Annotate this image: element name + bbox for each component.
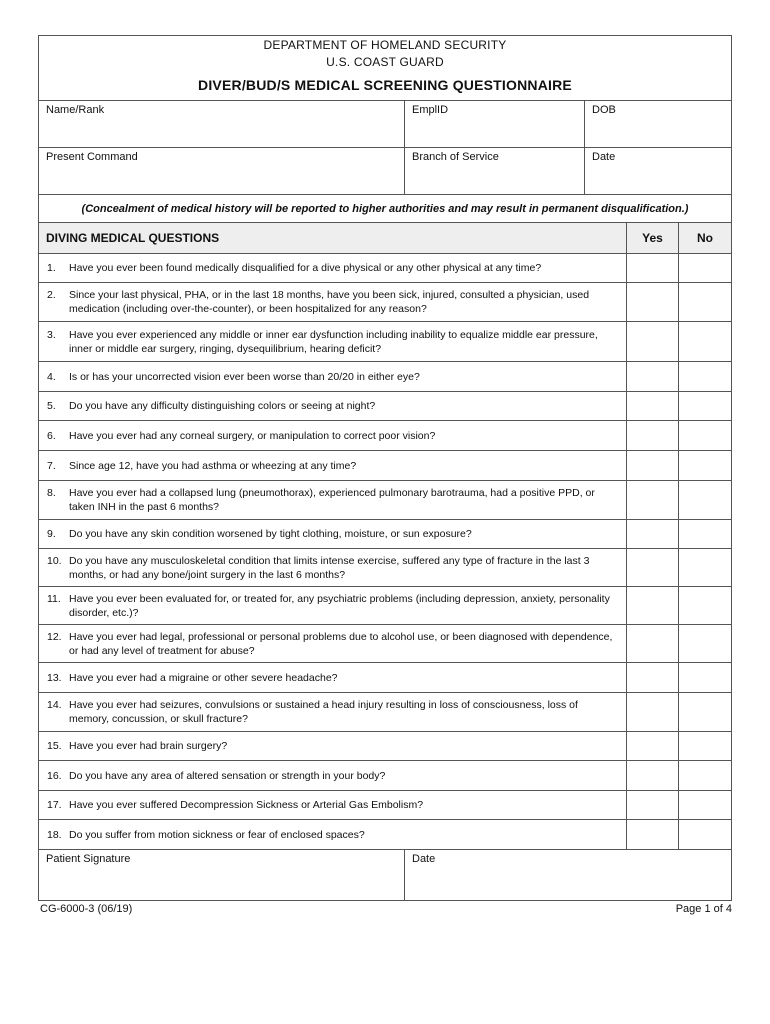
question-content — [39, 671, 626, 685]
question-row — [39, 549, 732, 587]
question-content — [39, 527, 626, 541]
no-answer-box[interactable] — [679, 587, 732, 625]
question-text-cell — [39, 549, 627, 587]
yes-answer-box[interactable] — [627, 481, 679, 520]
present-command-field[interactable] — [39, 148, 405, 195]
question-text-cell — [39, 791, 627, 820]
patient-signature-field[interactable] — [39, 850, 405, 901]
question-content — [39, 459, 626, 473]
question-row — [39, 392, 732, 421]
yes-answer-box[interactable] — [627, 421, 679, 451]
question-content — [39, 698, 626, 726]
emplid-label: EmplID — [412, 104, 449, 116]
yes-answer-box[interactable] — [627, 362, 679, 392]
question-text-cell — [39, 761, 627, 791]
question-content — [39, 798, 626, 812]
no-answer-box[interactable] — [679, 820, 732, 850]
date-label: Date — [592, 151, 616, 163]
question-text: Have you ever had a migraine or other severe headache? — [69, 671, 338, 684]
agency-name: DEPARTMENT OF HOMELAND SECURITY — [263, 38, 507, 52]
present-command-label: Present Command — [46, 151, 138, 163]
question-text: Have you ever had any corneal surgery, or manipulation to correct poor vision? — [69, 429, 436, 442]
question-text-cell — [39, 663, 627, 693]
emplid-field[interactable] — [405, 101, 585, 148]
question-text: Have you ever suffered Decompression Sickness or Arterial Gas Embolism? — [69, 799, 424, 811]
question-text: Have you ever had a collapsed lung (pneumothorax), experienced pulmonary barotrauma, had a positive PPD, or taken INH in the past 6 months? — [69, 487, 595, 513]
no-answer-box[interactable] — [679, 362, 732, 392]
name-rank-label: Name/Rank — [46, 104, 105, 116]
signature-date-label: Date — [412, 853, 436, 865]
screening-form — [38, 35, 731, 901]
yes-answer-box[interactable] — [627, 392, 679, 421]
question-content — [39, 630, 626, 658]
yes-answer-box[interactable] — [627, 254, 679, 283]
branch-of-service-field[interactable] — [405, 148, 585, 195]
no-answer-box[interactable] — [679, 481, 732, 520]
question-row — [39, 791, 732, 820]
question-row — [39, 362, 732, 392]
question-row — [39, 283, 732, 322]
question-number: 10. — [47, 554, 62, 567]
question-number: 3. — [47, 328, 56, 341]
branch-of-service-label: Branch of Service — [412, 151, 499, 163]
question-number: 18. — [47, 828, 62, 841]
question-row — [39, 451, 732, 481]
question-text-cell — [39, 362, 627, 392]
question-number: 7. — [47, 459, 56, 472]
question-row — [39, 663, 732, 693]
yes-answer-box[interactable] — [627, 820, 679, 850]
question-text: Do you suffer from motion sickness or fear of enclosed spaces? — [69, 828, 365, 841]
yes-answer-box[interactable] — [627, 761, 679, 791]
question-row — [39, 481, 732, 520]
no-answer-box[interactable] — [679, 693, 732, 732]
yes-answer-box[interactable] — [627, 732, 679, 761]
question-content — [39, 288, 626, 316]
question-number: 1. — [47, 262, 56, 274]
question-row — [39, 820, 732, 850]
yes-answer-box[interactable] — [627, 587, 679, 625]
question-text-cell — [39, 693, 627, 732]
question-text-cell — [39, 732, 627, 761]
patient-signature-label: Patient Signature — [46, 853, 131, 865]
yes-answer-box[interactable] — [627, 791, 679, 820]
question-text-cell — [39, 421, 627, 451]
question-row — [39, 322, 732, 362]
no-answer-box[interactable] — [679, 625, 732, 663]
questions-list — [39, 254, 732, 850]
no-answer-box[interactable] — [679, 791, 732, 820]
question-text-cell — [39, 254, 627, 283]
no-answer-box[interactable] — [679, 520, 732, 549]
question-text: Do you have any difficulty distinguishing colors or seeing at night? — [69, 400, 376, 412]
name-rank-field[interactable] — [39, 101, 405, 148]
question-text: Have you ever had seizures, convulsions or sustained a head injury resulting in loss of consciousness, loss of memory, concussion, or skull fracture? — [69, 699, 578, 725]
no-answer-box[interactable] — [679, 451, 732, 481]
question-number: 12. — [47, 630, 62, 643]
question-row — [39, 732, 732, 761]
question-text-cell — [39, 322, 627, 362]
question-text-cell — [39, 587, 627, 625]
question-text-cell — [39, 481, 627, 520]
no-answer-box[interactable] — [679, 392, 732, 421]
question-row — [39, 520, 732, 549]
yes-column-header: Yes — [627, 223, 679, 254]
question-content — [39, 429, 626, 443]
question-content — [39, 261, 626, 275]
question-number: 13. — [47, 671, 62, 684]
questions-section-title: DIVING MEDICAL QUESTIONS — [39, 223, 627, 254]
question-text-cell — [39, 451, 627, 481]
question-number: 4. — [47, 370, 56, 383]
question-number: 5. — [47, 400, 56, 412]
question-content — [39, 769, 626, 783]
form-title: DIVER/BUD/S MEDICAL SCREENING QUESTIONNAIRE — [198, 77, 572, 93]
concealment-warning: (Concealment of medical history will be reported to higher authorities and may result in permanent disqualification.) — [39, 195, 732, 223]
question-text: Do you have any musculoskeletal condition that limits intense exercise, suffered any type of fracture in the last 3 months, or had any bone/joint surgery in the last 6 months? — [69, 554, 590, 581]
question-row — [39, 254, 732, 283]
yes-answer-box[interactable] — [627, 663, 679, 693]
question-text: Since your last physical, PHA, or in the last 18 months, have you been sick, injured, consulted a physician, used medication (including over-the-counter), or been hospitalized for any reason? — [69, 289, 590, 315]
date-field[interactable] — [585, 148, 732, 195]
question-content — [39, 739, 626, 753]
page-number: Page 1 of 4 — [675, 903, 732, 915]
question-text-cell — [39, 625, 627, 663]
no-answer-box[interactable] — [679, 254, 732, 283]
question-row — [39, 761, 732, 791]
no-answer-box[interactable] — [679, 421, 732, 451]
question-number: 6. — [47, 429, 56, 442]
no-answer-box[interactable] — [679, 549, 732, 587]
agency-subname: U.S. COAST GUARD — [326, 55, 444, 69]
question-content — [39, 592, 626, 620]
question-text: Have you ever experienced any middle or inner ear dysfunction including inability to equalize middle ear pressure, inner or middle ear surgery, ringing, dysequilibrium, hearing deficit? — [69, 328, 598, 355]
question-text-cell — [39, 520, 627, 549]
dob-label: DOB — [592, 104, 616, 116]
no-answer-box[interactable] — [679, 761, 732, 791]
no-column-header: No — [679, 223, 732, 254]
question-number: 16. — [47, 769, 62, 782]
question-number: 9. — [47, 528, 56, 540]
question-text: Have you ever been found medically disqualified for a dive physical or any other physical at any time? — [69, 262, 542, 274]
question-number: 2. — [47, 289, 56, 301]
question-content — [39, 399, 626, 413]
question-content — [39, 370, 626, 384]
question-content — [39, 828, 626, 842]
question-text: Do you have any skin condition worsened by tight clothing, moisture, or sun exposure? — [69, 528, 472, 540]
question-number: 17. — [47, 799, 62, 811]
yes-answer-box[interactable] — [627, 520, 679, 549]
yes-answer-box[interactable] — [627, 625, 679, 663]
question-content — [39, 328, 626, 356]
yes-answer-box[interactable] — [627, 283, 679, 322]
no-answer-box[interactable] — [679, 322, 732, 362]
yes-answer-box[interactable] — [627, 451, 679, 481]
no-answer-box[interactable] — [679, 663, 732, 693]
question-number: 15. — [47, 740, 62, 752]
question-text-cell — [39, 283, 627, 322]
question-text-cell — [39, 392, 627, 421]
question-row — [39, 625, 732, 663]
yes-answer-box[interactable] — [627, 322, 679, 362]
no-answer-box[interactable] — [679, 732, 732, 761]
question-number: 8. — [47, 487, 56, 499]
dob-field[interactable] — [585, 101, 732, 148]
question-text: Have you ever had brain surgery? — [69, 740, 228, 752]
question-text: Do you have any area of altered sensation or strength in your body? — [69, 769, 386, 782]
question-text: Have you ever had legal, professional or personal problems due to alcohol use, or been diagnosed with dependence, or had any level of treatment for abuse? — [69, 630, 613, 657]
yes-answer-box[interactable] — [627, 549, 679, 587]
question-text-cell — [39, 820, 627, 850]
no-answer-box[interactable] — [679, 283, 732, 322]
question-row — [39, 421, 732, 451]
signature-date-field[interactable] — [405, 850, 732, 901]
question-text: Is or has your uncorrected vision ever been worse than 20/20 in either eye? — [69, 370, 420, 383]
question-row — [39, 587, 732, 625]
question-number: 11. — [47, 592, 61, 605]
question-row — [39, 693, 732, 732]
question-text: Have you ever been evaluated for, or treated for, any psychiatric problems (including depression, anxiety, personality disorder, etc.)? — [69, 592, 610, 619]
question-content — [39, 486, 626, 514]
form-table — [38, 35, 732, 901]
form-number: CG-6000-3 (06/19) — [40, 903, 133, 915]
yes-answer-box[interactable] — [627, 693, 679, 732]
form-header — [39, 36, 732, 101]
question-number: 14. — [47, 699, 62, 711]
question-content — [39, 554, 626, 582]
question-text: Since age 12, have you had asthma or wheezing at any time? — [69, 459, 357, 472]
